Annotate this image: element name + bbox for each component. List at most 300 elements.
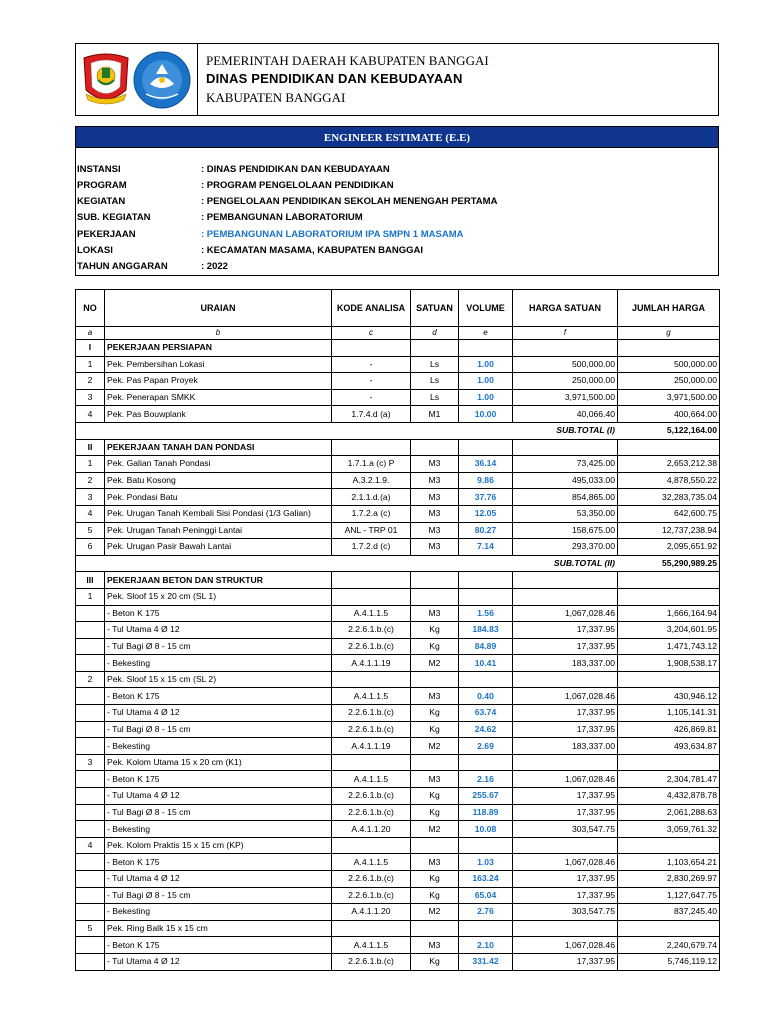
empty-cell [411, 588, 459, 605]
item-satuan: Ls [411, 356, 459, 373]
item-description: Pek. Pas Bouwplank [105, 406, 332, 423]
empty-cell [513, 572, 618, 589]
empty-cell [459, 920, 513, 937]
empty-cell [76, 854, 105, 871]
section-no: I [76, 340, 105, 357]
table-row [76, 721, 720, 738]
item-description: Pek. Urugan Tanah Kembali Sisi Pondasi (1/3 Galian) [105, 505, 332, 522]
info-value: : PENGELOLAAN PENDIDIKAN SEKOLAH MENENGAH PERTAMA [201, 196, 498, 207]
subtotal-label: SUB.TOTAL (II) [513, 555, 618, 572]
item-kode-analisa: 2.2.6.1.b.(c) [332, 953, 411, 970]
table-row [76, 489, 720, 506]
item-satuan: M3 [411, 522, 459, 539]
group-title: Pek. Kolom Praktis 15 x 15 cm (KP) [105, 837, 332, 854]
empty-cell [332, 588, 411, 605]
item-jumlah-harga: 493,634.87 [618, 738, 720, 755]
item-description: - Tul Bagi Ø 8 - 15 cm [105, 887, 332, 904]
item-satuan: M3 [411, 505, 459, 522]
item-satuan: Kg [411, 622, 459, 639]
item-jumlah-harga: 250,000.00 [618, 373, 720, 390]
item-harga-satuan: 303,547.75 [513, 904, 618, 921]
item-satuan: M3 [411, 854, 459, 871]
logos [76, 44, 198, 115]
item-kode-analisa: 2.2.6.1.b.(c) [332, 871, 411, 888]
empty-cell [76, 953, 105, 970]
item-kode-analisa: - [332, 389, 411, 406]
empty-cell [459, 754, 513, 771]
item-description: - Tul Bagi Ø 8 - 15 cm [105, 721, 332, 738]
table-row [76, 406, 720, 423]
tut-wuri-handayani-logo [134, 52, 190, 108]
empty-cell [618, 588, 720, 605]
empty-cell [618, 754, 720, 771]
item-description: - Tul Utama 4 Ø 12 [105, 788, 332, 805]
item-description: Pek. Galian Tanah Pondasi [105, 456, 332, 473]
item-jumlah-harga: 426,869.81 [618, 721, 720, 738]
item-jumlah-harga: 837,245.40 [618, 904, 720, 921]
item-satuan: M3 [411, 456, 459, 473]
group-title: Pek. Sloof 15 x 20 cm (SL 1) [105, 588, 332, 605]
item-harga-satuan: 293,370.00 [513, 539, 618, 556]
empty-cell [76, 555, 105, 572]
col-header-no: NO [76, 290, 105, 327]
regency-name: KABUPATEN BANGGAI [206, 90, 346, 105]
empty-cell [76, 887, 105, 904]
empty-cell [332, 754, 411, 771]
empty-cell [618, 837, 720, 854]
empty-cell [105, 555, 513, 572]
table-row [76, 638, 720, 655]
empty-cell [76, 638, 105, 655]
item-volume: 2.76 [459, 904, 513, 921]
item-volume: 2.69 [459, 738, 513, 755]
item-no: 4 [76, 406, 105, 423]
info-label: PEKERJAAN [77, 229, 136, 240]
info-value: : KECAMATAN MASAMA, KABUPATEN BANGGAI [201, 245, 424, 256]
empty-cell [76, 605, 105, 622]
item-kode-analisa: 2.2.6.1.b.(c) [332, 804, 411, 821]
item-volume: 2.10 [459, 937, 513, 954]
item-no: 4 [76, 505, 105, 522]
col-header-harga: HARGA SATUAN [513, 290, 618, 327]
item-jumlah-harga: 1,103,654.21 [618, 854, 720, 871]
item-kode-analisa: A.3.2.1.9. [332, 472, 411, 489]
item-no: 4 [76, 837, 105, 854]
empty-cell [459, 340, 513, 357]
item-volume: 1.56 [459, 605, 513, 622]
item-harga-satuan: 1,067,028.46 [513, 688, 618, 705]
group-title: Pek. Kolom Utama 15 x 20 cm (K1) [105, 754, 332, 771]
item-volume: 10.00 [459, 406, 513, 423]
letter-cell: a [76, 327, 105, 340]
empty-cell [513, 920, 618, 937]
item-kode-analisa: 2.2.6.1.b.(c) [332, 887, 411, 904]
info-label: LOKASI [77, 245, 113, 256]
info-value: : PROGRAM PENGELOLAAN PENDIDIKAN [201, 180, 394, 191]
item-volume: 9.86 [459, 472, 513, 489]
letter-cell: b [105, 327, 332, 340]
section-title: PEKERJAAN BETON DAN STRUKTUR [105, 572, 332, 589]
item-volume: 36.14 [459, 456, 513, 473]
empty-cell [618, 920, 720, 937]
item-description: - Beton K 175 [105, 854, 332, 871]
letterhead [75, 43, 719, 116]
info-value: : 2022 [201, 261, 228, 272]
item-description: - Tul Bagi Ø 8 - 15 cm [105, 804, 332, 821]
empty-cell [76, 904, 105, 921]
item-harga-satuan: 183,337.00 [513, 655, 618, 672]
group-row [76, 671, 720, 688]
item-harga-satuan: 17,337.95 [513, 721, 618, 738]
empty-cell [332, 340, 411, 357]
item-no: 5 [76, 920, 105, 937]
empty-cell [76, 422, 105, 439]
section-title: PEKERJAAN TANAH DAN PONDASI [105, 439, 332, 456]
item-jumlah-harga: 3,059,761.32 [618, 821, 720, 838]
item-jumlah-harga: 32,283,735.04 [618, 489, 720, 506]
item-description: - Bekesting [105, 821, 332, 838]
item-kode-analisa: 2.2.6.1.b.(c) [332, 705, 411, 722]
item-jumlah-harga: 2,653,212.38 [618, 456, 720, 473]
item-volume: 1.00 [459, 373, 513, 390]
empty-cell [332, 671, 411, 688]
item-volume: 37.76 [459, 489, 513, 506]
empty-cell [618, 340, 720, 357]
item-volume: 331.42 [459, 953, 513, 970]
item-satuan: Ls [411, 373, 459, 390]
item-jumlah-harga: 1,105,141.31 [618, 705, 720, 722]
letter-cell: g [618, 327, 720, 340]
table-row [76, 605, 720, 622]
group-row [76, 588, 720, 605]
item-harga-satuan: 17,337.95 [513, 788, 618, 805]
group-title: Pek. Sloof 15 x 15 cm (SL 2) [105, 671, 332, 688]
item-description: - Beton K 175 [105, 605, 332, 622]
item-harga-satuan: 1,067,028.46 [513, 854, 618, 871]
empty-cell [76, 705, 105, 722]
item-kode-analisa: A.4.1.1.5 [332, 771, 411, 788]
empty-cell [459, 572, 513, 589]
item-jumlah-harga: 2,240,679.74 [618, 937, 720, 954]
item-harga-satuan: 17,337.95 [513, 638, 618, 655]
item-description: Pek. Pas Papan Proyek [105, 373, 332, 390]
item-description: - Bekesting [105, 738, 332, 755]
info-block [75, 148, 719, 276]
item-harga-satuan: 17,337.95 [513, 887, 618, 904]
item-description: - Beton K 175 [105, 937, 332, 954]
group-title: Pek. Ring Balk 15 x 15 cm [105, 920, 332, 937]
info-label: KEGIATAN [77, 196, 126, 207]
item-jumlah-harga: 2,830,269.97 [618, 871, 720, 888]
item-satuan: M3 [411, 605, 459, 622]
item-kode-analisa: 2.2.6.1.b.(c) [332, 622, 411, 639]
item-satuan: Ls [411, 389, 459, 406]
item-harga-satuan: 495,033.00 [513, 472, 618, 489]
col-header-jumlah: JUMLAH HARGA [618, 290, 720, 327]
table-row [76, 356, 720, 373]
item-harga-satuan: 17,337.95 [513, 705, 618, 722]
item-no: 3 [76, 754, 105, 771]
item-satuan: M3 [411, 472, 459, 489]
item-harga-satuan: 17,337.95 [513, 804, 618, 821]
letter-cell: c [332, 327, 411, 340]
item-jumlah-harga: 2,304,781.47 [618, 771, 720, 788]
item-description: Pek. Batu Kosong [105, 472, 332, 489]
empty-cell [513, 439, 618, 456]
item-description: Pek. Pembersihan Lokasi [105, 356, 332, 373]
item-volume: 255.67 [459, 788, 513, 805]
item-kode-analisa: A.4.1.1.19 [332, 738, 411, 755]
group-row [76, 920, 720, 937]
item-jumlah-harga: 1,666,164.94 [618, 605, 720, 622]
item-jumlah-harga: 400,664.00 [618, 406, 720, 423]
info-value: : PEMBANGUNAN LABORATORIUM [201, 212, 363, 223]
item-jumlah-harga: 642,600.75 [618, 505, 720, 522]
info-label: TAHUN ANGGARAN [77, 261, 168, 272]
item-harga-satuan: 854,865.00 [513, 489, 618, 506]
item-kode-analisa: A.4.1.1.5 [332, 854, 411, 871]
item-satuan: M3 [411, 489, 459, 506]
table-row [76, 373, 720, 390]
empty-cell [76, 788, 105, 805]
table-row [76, 472, 720, 489]
item-kode-analisa: 1.7.2.a (c) [332, 505, 411, 522]
item-satuan: M2 [411, 821, 459, 838]
table-row [76, 688, 720, 705]
letterhead-text [206, 52, 489, 108]
item-description: - Tul Bagi Ø 8 - 15 cm [105, 638, 332, 655]
group-row [76, 754, 720, 771]
item-description: Pek. Urugan Pasir Bawah Lantai [105, 539, 332, 556]
table-row [76, 456, 720, 473]
table-row [76, 539, 720, 556]
item-jumlah-harga: 1,127,647.75 [618, 887, 720, 904]
info-label: INSTANSI [77, 164, 121, 175]
empty-cell [76, 655, 105, 672]
item-volume: 10.08 [459, 821, 513, 838]
empty-cell [76, 871, 105, 888]
item-jumlah-harga: 3,204,601.95 [618, 622, 720, 639]
item-satuan: Kg [411, 638, 459, 655]
item-no: 2 [76, 671, 105, 688]
subtotal-row [76, 422, 720, 439]
item-description: - Beton K 175 [105, 771, 332, 788]
item-no: 2 [76, 373, 105, 390]
table-row [76, 788, 720, 805]
empty-cell [513, 671, 618, 688]
table-row [76, 804, 720, 821]
info-label: SUB. KEGIATAN [77, 212, 151, 223]
item-description: - Tul Utama 4 Ø 12 [105, 622, 332, 639]
section-no: III [76, 572, 105, 589]
item-kode-analisa: 1.7.2.d (c) [332, 539, 411, 556]
banggai-crest-logo [84, 54, 128, 104]
empty-cell [618, 572, 720, 589]
item-kode-analisa: A.4.1.1.5 [332, 605, 411, 622]
item-harga-satuan: 53,350.00 [513, 505, 618, 522]
logo-area [76, 44, 198, 115]
item-satuan: M3 [411, 688, 459, 705]
section-title: PEKERJAAN PERSIAPAN [105, 340, 332, 357]
empty-cell [411, 439, 459, 456]
item-description: - Tul Utama 4 Ø 12 [105, 705, 332, 722]
empty-cell [332, 439, 411, 456]
table-header-row [76, 290, 720, 327]
item-satuan: Kg [411, 953, 459, 970]
item-jumlah-harga: 2,061,288.63 [618, 804, 720, 821]
section-row [76, 439, 720, 456]
empty-cell [411, 671, 459, 688]
item-satuan: M1 [411, 406, 459, 423]
item-kode-analisa: A.4.1.1.5 [332, 937, 411, 954]
item-description: Pek. Pondasi Batu [105, 489, 332, 506]
section-no: II [76, 439, 105, 456]
item-kode-analisa: 2.2.6.1.b.(c) [332, 788, 411, 805]
item-satuan: Kg [411, 887, 459, 904]
table-row [76, 953, 720, 970]
item-no: 2 [76, 472, 105, 489]
empty-cell [459, 837, 513, 854]
table-row [76, 705, 720, 722]
item-kode-analisa: 2.2.6.1.b.(c) [332, 638, 411, 655]
item-description: - Bekesting [105, 904, 332, 921]
table-row [76, 854, 720, 871]
table-row [76, 937, 720, 954]
table-row [76, 738, 720, 755]
item-description: - Tul Utama 4 Ø 12 [105, 871, 332, 888]
info-value: : DINAS PENDIDIKAN DAN KEBUDAYAAN [201, 164, 390, 175]
item-volume: 118.89 [459, 804, 513, 821]
item-volume: 84.89 [459, 638, 513, 655]
item-description: Pek. Urugan Tanah Peninggi Lantai [105, 522, 332, 539]
item-jumlah-harga: 4,878,550.22 [618, 472, 720, 489]
item-volume: 24.62 [459, 721, 513, 738]
table-letter-row [76, 327, 720, 340]
item-satuan: M2 [411, 655, 459, 672]
letter-cell: d [411, 327, 459, 340]
subtotal-label: SUB.TOTAL (I) [513, 422, 618, 439]
section-row [76, 572, 720, 589]
item-jumlah-harga: 1,908,538.17 [618, 655, 720, 672]
item-volume: 2.16 [459, 771, 513, 788]
item-volume: 1.00 [459, 389, 513, 406]
item-jumlah-harga: 2,095,651.92 [618, 539, 720, 556]
empty-cell [411, 754, 459, 771]
item-harga-satuan: 1,067,028.46 [513, 937, 618, 954]
item-harga-satuan: 40,066.40 [513, 406, 618, 423]
table-row [76, 505, 720, 522]
govt-name: PEMERINTAH DAERAH KABUPATEN BANGGAI [206, 53, 489, 68]
item-volume: 80.27 [459, 522, 513, 539]
item-jumlah-harga: 4,432,878.78 [618, 788, 720, 805]
item-kode-analisa: 1.7.4.d (a) [332, 406, 411, 423]
empty-cell [76, 738, 105, 755]
item-jumlah-harga: 430,946.12 [618, 688, 720, 705]
item-kode-analisa: - [332, 373, 411, 390]
item-no: 6 [76, 539, 105, 556]
empty-cell [332, 837, 411, 854]
item-harga-satuan: 183,337.00 [513, 738, 618, 755]
item-no: 1 [76, 588, 105, 605]
empty-cell [76, 771, 105, 788]
item-jumlah-harga: 3,971,500.00 [618, 389, 720, 406]
item-description: - Bekesting [105, 655, 332, 672]
table-row [76, 871, 720, 888]
item-harga-satuan: 303,547.75 [513, 821, 618, 838]
empty-cell [513, 588, 618, 605]
empty-cell [76, 937, 105, 954]
item-kode-analisa: A.4.1.1.5 [332, 688, 411, 705]
item-harga-satuan: 1,067,028.46 [513, 605, 618, 622]
item-volume: 12.05 [459, 505, 513, 522]
item-kode-analisa: 1.7.1.a (c) P [332, 456, 411, 473]
item-no: 3 [76, 489, 105, 506]
empty-cell [411, 572, 459, 589]
table-body [76, 340, 720, 971]
item-kode-analisa: A.4.1.1.19 [332, 655, 411, 672]
table-row [76, 821, 720, 838]
office-name: DINAS PENDIDIKAN DAN KEBUDAYAAN [206, 71, 463, 86]
item-volume: 1.03 [459, 854, 513, 871]
info-value: : PEMBANGUNAN LABORATORIUM IPA SMPN 1 MASAMA [201, 229, 464, 240]
empty-cell [513, 754, 618, 771]
item-jumlah-harga: 1,471,743.12 [618, 638, 720, 655]
subtotal-value: 5,122,164.00 [618, 422, 720, 439]
item-volume: 10.41 [459, 655, 513, 672]
item-volume: 63.74 [459, 705, 513, 722]
estimate-table [75, 289, 720, 971]
group-row [76, 837, 720, 854]
table-row [76, 904, 720, 921]
col-header-volume: VOLUME [459, 290, 513, 327]
item-kode-analisa: A.4.1.1.20 [332, 904, 411, 921]
item-harga-satuan: 17,337.95 [513, 871, 618, 888]
table-row [76, 771, 720, 788]
col-header-kode: KODE ANALISA [332, 290, 411, 327]
item-harga-satuan: 17,337.95 [513, 622, 618, 639]
item-satuan: M3 [411, 539, 459, 556]
item-volume: 65.04 [459, 887, 513, 904]
item-kode-analisa: 2.1.1.d.(a) [332, 489, 411, 506]
item-kode-analisa: A.4.1.1.20 [332, 821, 411, 838]
item-description: - Tul Utama 4 Ø 12 [105, 953, 332, 970]
item-jumlah-harga: 500,000.00 [618, 356, 720, 373]
empty-cell [332, 920, 411, 937]
section-row [76, 340, 720, 357]
item-satuan: Kg [411, 788, 459, 805]
item-volume: 163.24 [459, 871, 513, 888]
item-no: 1 [76, 356, 105, 373]
table-row [76, 522, 720, 539]
item-kode-analisa: 2.2.6.1.b.(c) [332, 721, 411, 738]
empty-cell [411, 837, 459, 854]
item-no: 1 [76, 456, 105, 473]
item-harga-satuan: 500,000.00 [513, 356, 618, 373]
item-volume: 1.00 [459, 356, 513, 373]
empty-cell [513, 340, 618, 357]
empty-cell [76, 721, 105, 738]
empty-cell [105, 422, 513, 439]
item-jumlah-harga: 5,746,119.12 [618, 953, 720, 970]
empty-cell [459, 671, 513, 688]
empty-cell [76, 622, 105, 639]
empty-cell [332, 572, 411, 589]
empty-cell [411, 340, 459, 357]
item-satuan: Kg [411, 705, 459, 722]
item-satuan: Kg [411, 721, 459, 738]
table-row [76, 622, 720, 639]
item-satuan: Kg [411, 804, 459, 821]
